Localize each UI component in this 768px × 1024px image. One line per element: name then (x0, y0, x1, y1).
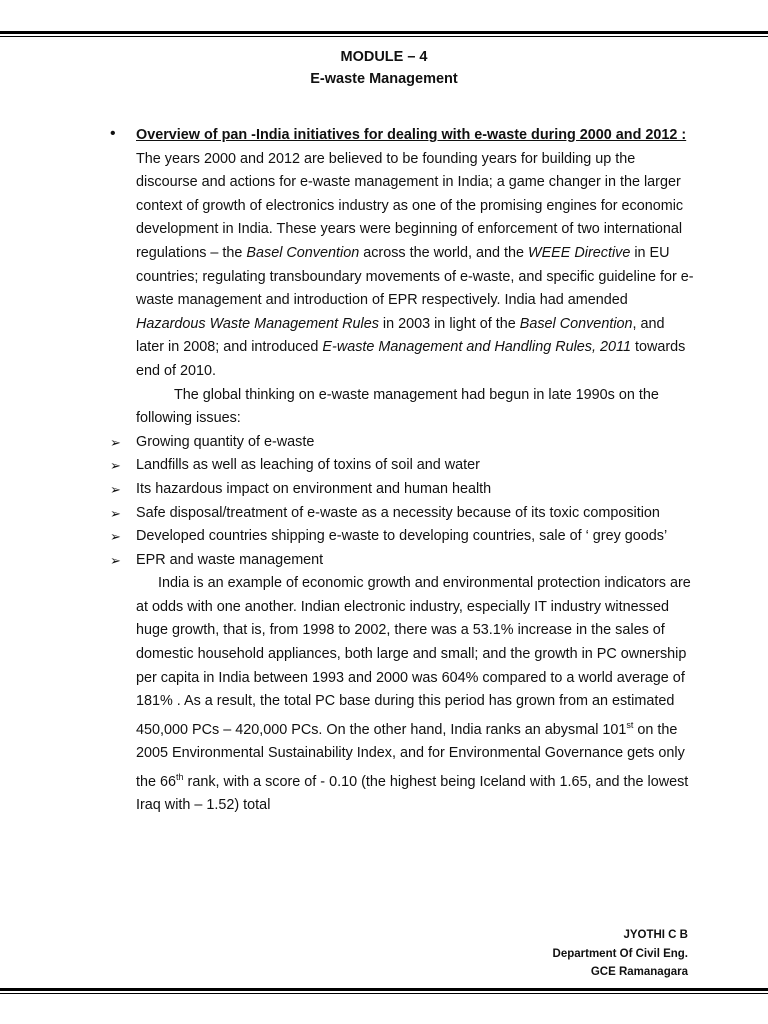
list-item: ➢ Its hazardous impact on environment and human health (136, 478, 696, 502)
author-name: JYOTHI C B (623, 929, 688, 941)
top-rule (0, 31, 768, 34)
list-item: ➢ Growing quantity of e-waste (136, 431, 696, 455)
section-heading: Overview of pan -India initiatives for dealing with e-waste during 2000 and 2012 : (136, 127, 687, 143)
bottom-rule (0, 988, 768, 991)
india-growth-paragraph: India is an example of economic growth and environmental protection indicators are at odds with one another. Indian electronic industry, especially IT industry witnessed huge growth, that is, from 1998 to 2002, there was a 53.1% increase in the sales of domestic household appliances, both large and small; and the growth in PC ownership per capita in India between 1993 and 2000 was 604% compared to a world average of 181% . As a result, the total PC base during this period has grown from an estimated 450,000 PCs – 420,000 PCs. On the other hand, India ranks an abysmal 101st on the 2005 Environmental Sustainability Index, and for Environmental Governance gets only the 66th rank, with a score of - 0.10 (the highest being Iceland with 1.65, and the lowest Iraq with – 1.52) total (136, 575, 691, 814)
author-footer (553, 926, 688, 982)
top-rule-thin (0, 36, 768, 37)
issues-list (110, 431, 696, 573)
bottom-rule-thin (0, 993, 768, 994)
arrow-bullet-icon: ➢ (110, 529, 121, 545)
intro-paragraph: Overview of pan -India initiatives for dealing with e-waste during 2000 and 2012 : The years 2000 and 2012 are believed to be founding years for building up the discourse and actions for e-waste management in India; a game changer in the larger context of growth of electronics industry as one of the promising engines for economic development in India. These years were beginning of enforcement of two international regulations – the Basel Convention across the world, and the WEEE Directive in EU countries; regulating transboundary movements of e-waste, and specific guideline for e-waste management and introduction of EPR respectively. India had amended Hazardous Waste Management Rules in 2003 in light of the Basel Convention, and later in 2008; and introduced E-waste Management and Handling Rules, 2011 towards end of 2010. (136, 127, 694, 379)
department: Department Of Civil Eng. (552, 947, 688, 960)
list-item: ➢ EPR and waste management (136, 549, 696, 573)
list-item: ➢ Landfills as well as leaching of toxins of soil and water (136, 454, 696, 478)
arrow-bullet-icon: ➢ (110, 481, 121, 497)
college: GCE Ramanagara (590, 966, 688, 978)
global-thinking-paragraph: The global thinking on e-waste management had begun in late 1990s on the following issues: (136, 386, 659, 427)
page-title: E-waste Management (310, 71, 458, 87)
arrow-bullet-icon: ➢ (110, 458, 121, 474)
list-item: ➢ Developed countries shipping e-waste to developing countries, sale of ‘ grey goods’ (136, 525, 696, 549)
bullet-icon: • (110, 125, 116, 142)
list-item: ➢ Safe disposal/treatment of e-waste as a necessity because of its toxic composition (136, 502, 696, 526)
main-content (110, 124, 696, 818)
module-number: MODULE – 4 (340, 49, 428, 65)
arrow-bullet-icon: ➢ (110, 434, 121, 450)
arrow-bullet-icon: ➢ (110, 505, 121, 521)
arrow-bullet-icon: ➢ (110, 552, 121, 568)
